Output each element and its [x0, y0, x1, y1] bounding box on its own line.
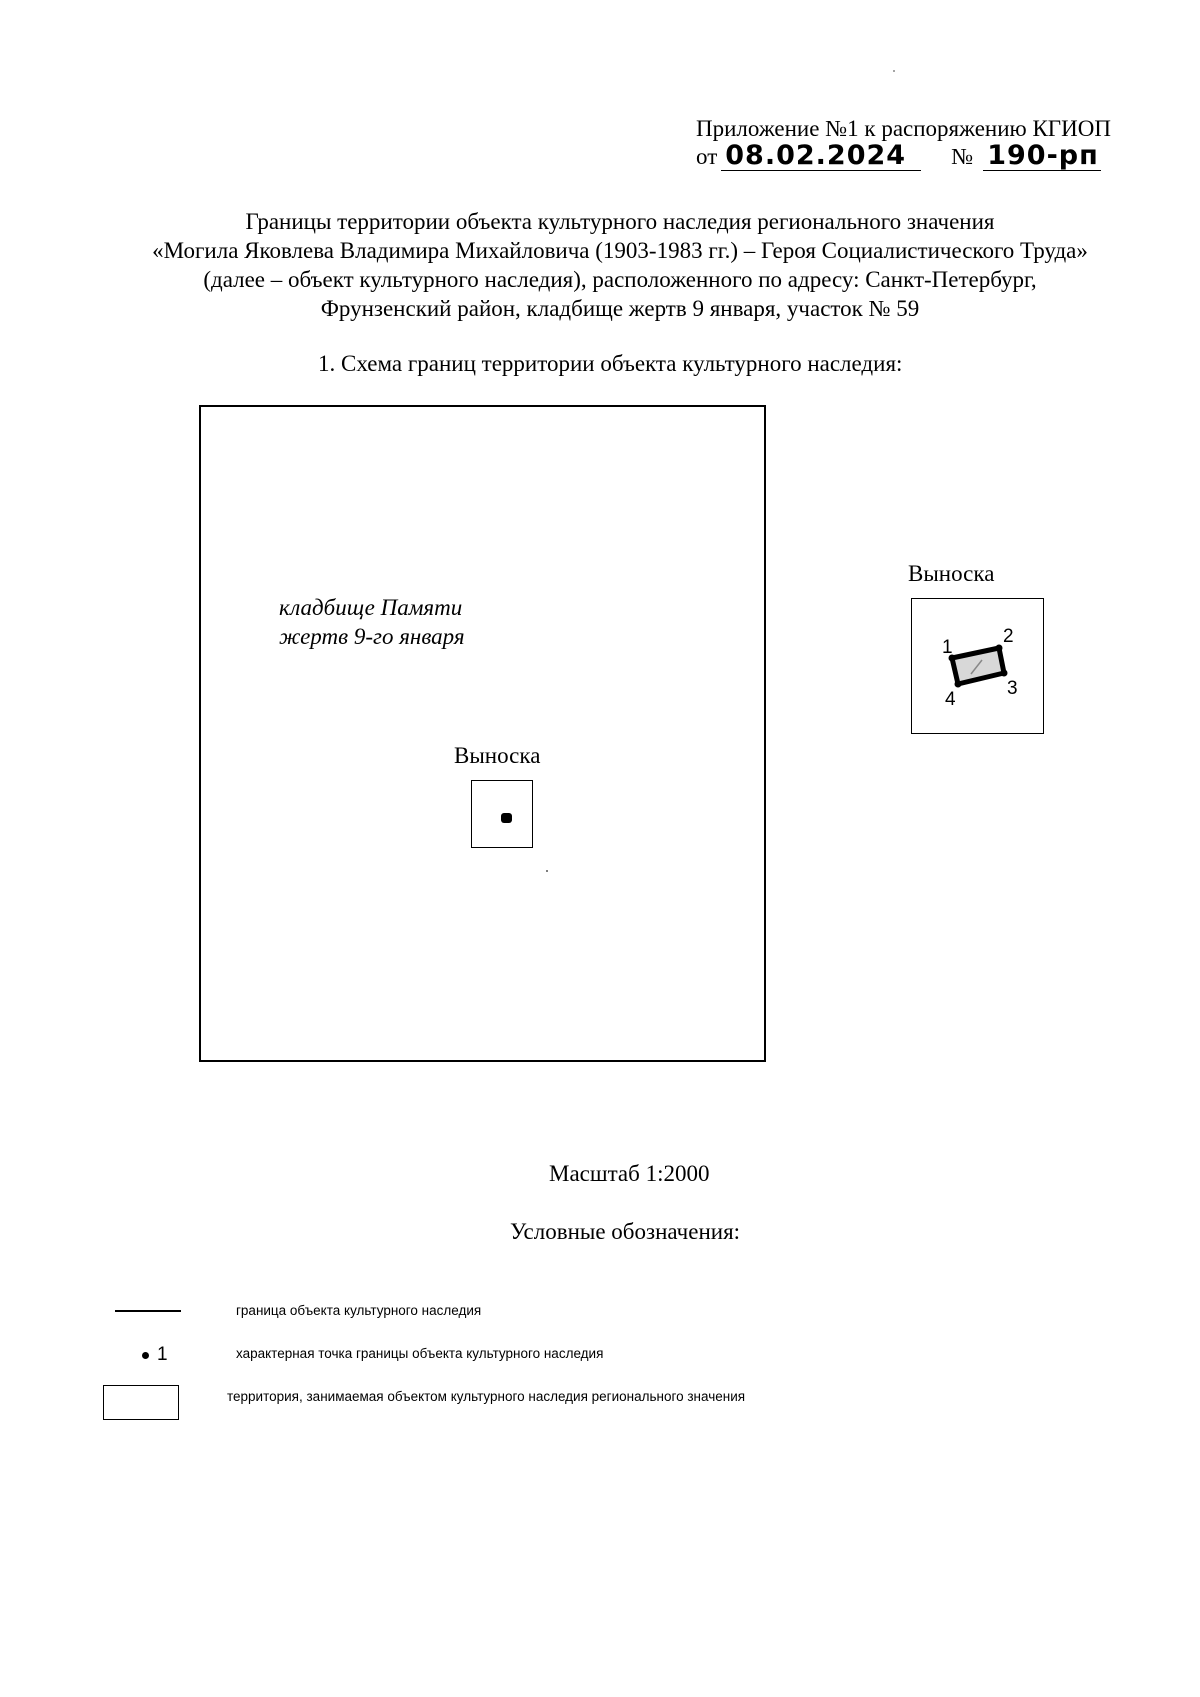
cemetery-label — [279, 593, 465, 651]
title-line: Границы территории объекта культурного наследия регионального значения — [245, 209, 995, 234]
document-title — [60, 207, 1180, 323]
date-prefix: от — [696, 144, 718, 169]
order-number: 190-рп — [983, 142, 1101, 171]
cemetery-label-line: кладбище Памяти — [279, 595, 463, 620]
boundary-point — [955, 681, 962, 688]
appendix-reference: Приложение №1 к распоряжению КГИОП — [696, 116, 1111, 141]
scan-speck — [546, 870, 548, 872]
point-label-1: 1 — [942, 637, 953, 658]
map-callout-label: Выноска — [454, 743, 541, 768]
legend-point-number: 1 — [157, 1344, 168, 1365]
grave-site-marker — [501, 813, 512, 823]
map-frame — [199, 405, 766, 1062]
legend-point-symbol — [142, 1352, 149, 1359]
point-label-4: 4 — [945, 689, 956, 710]
title-line: Фрунзенский район, кладбище жертв 9 января, участок № 59 — [320, 296, 920, 321]
legend-title: Условные обозначения: — [510, 1219, 741, 1244]
order-date: 08.02.2024 — [721, 142, 921, 171]
point-label-3: 3 — [1007, 678, 1018, 699]
legend-boundary-symbol — [115, 1310, 181, 1312]
section-heading: 1. Схема границ территории объекта культурного наследия: — [318, 351, 903, 376]
detail-callout-label: Выноска — [908, 561, 995, 586]
detail-callout-drawing — [911, 598, 1044, 734]
number-sign: № — [951, 144, 974, 169]
legend-territory-symbol — [103, 1385, 179, 1420]
title-line: (далее – объект культурного наследия), расположенного по адресу: Санкт-Петербург, — [203, 267, 1037, 292]
title-line: «Могила Яковлева Владимира Михайловича (1903-1983 гг.) – Героя Социалистического Труда» — [152, 238, 1088, 263]
legend-territory-text: территория, занимаемая объектом культурного наследия регионального значения — [227, 1389, 746, 1404]
map-scale: Масштаб 1:2000 — [549, 1161, 710, 1186]
cemetery-label-line: жертв 9-го января — [279, 624, 465, 649]
point-label-2: 2 — [1003, 626, 1014, 647]
legend-boundary-text: граница объекта культурного наследия — [236, 1303, 482, 1318]
scan-speck — [893, 70, 895, 72]
order-line — [696, 142, 1101, 171]
legend-point-text: характерная точка границы объекта культурного наследия — [236, 1346, 604, 1361]
boundary-point — [1001, 670, 1008, 677]
boundary-point — [996, 645, 1003, 652]
